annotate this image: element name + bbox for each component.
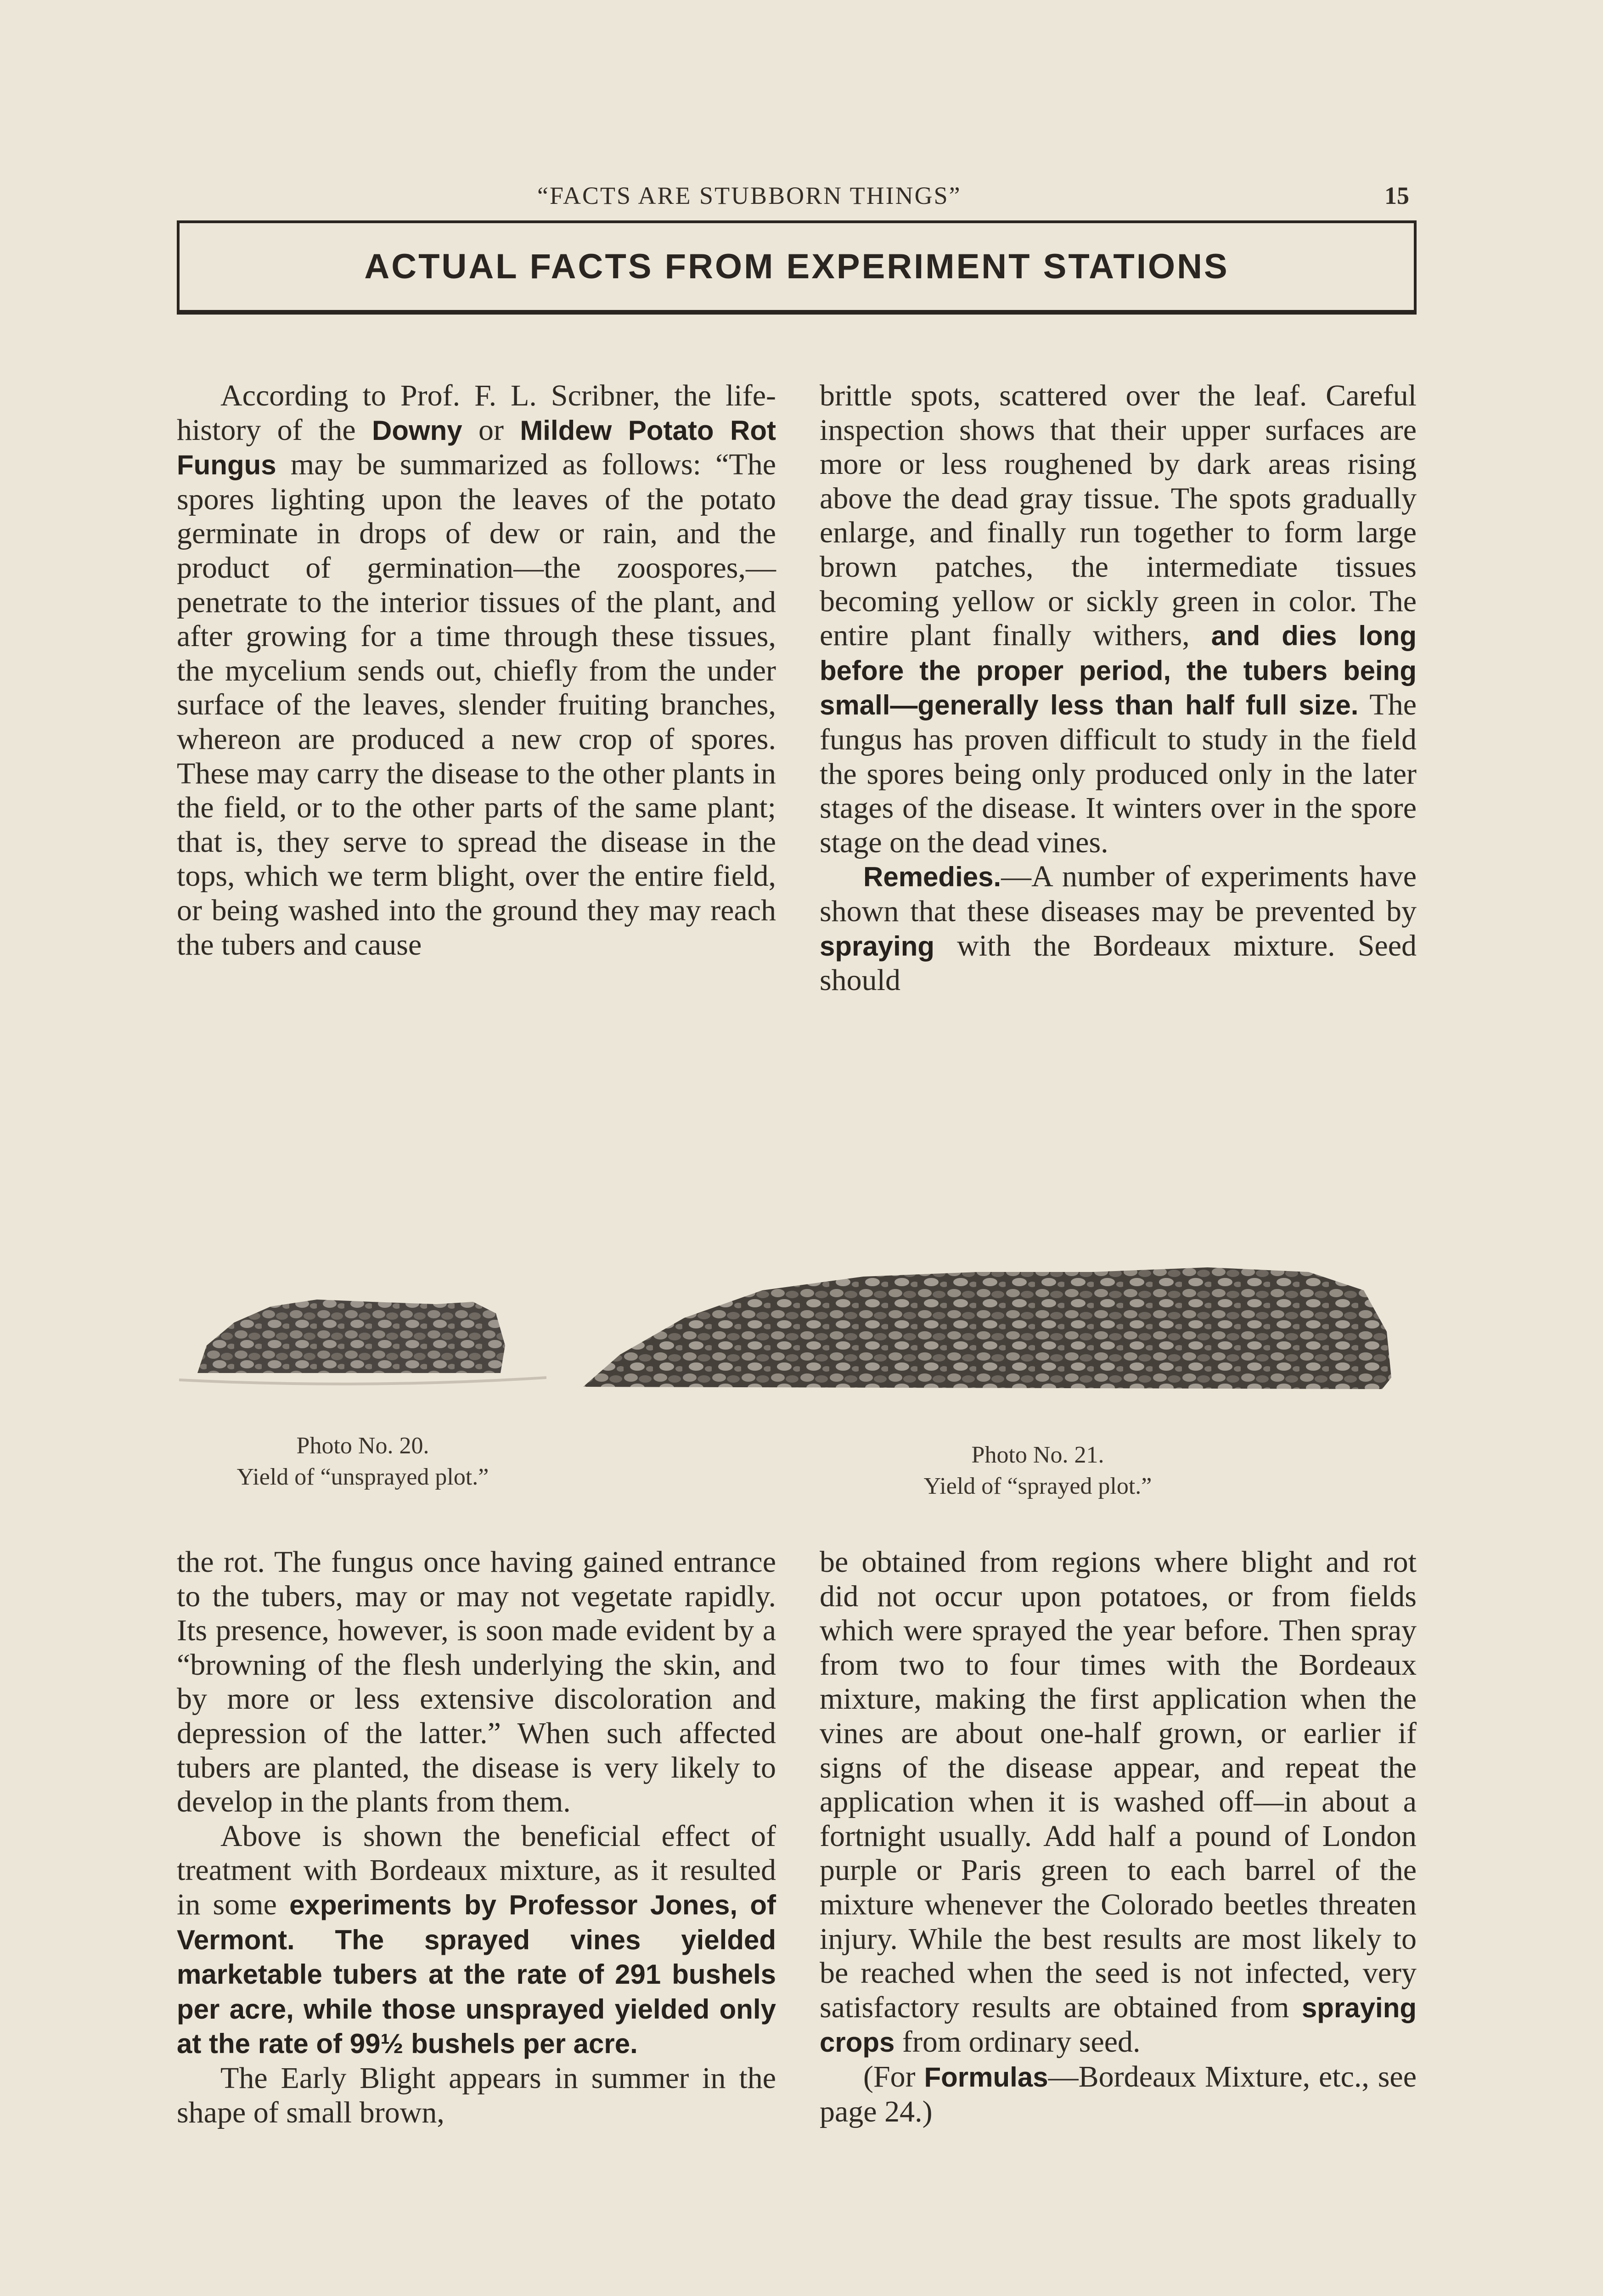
bold-text: spraying crops [820,1992,1417,2058]
paragraph: the rot. The fungus once having gained entrance to the tubers, may or may not vegetate rapidly. Its presence, however, is soon made evident by a “browning of the flesh underlying the skin, and by more or less extensive discoloration and depression of the latter.” When such affected tubers are planted, the disease is very likely to develop in the plants from them. [177,1545,776,1819]
paragraph: The Early Blight appears in summer in the shape of small brown, [177,2061,776,2129]
text: —Bordeaux Mixture, etc., see page 24.) [820,2060,1417,2128]
text: According to Prof. F. L. Scribner, the life-history of the [177,379,776,447]
bold-text: Formulas [924,2061,1048,2093]
title-box [177,220,1417,315]
photo-sprayed-potato-pile [565,1203,1405,1391]
text: from ordinary seed. [894,2025,1141,2059]
paragraph [177,1819,776,2061]
caption-text: Yield of “unsprayed plot.” [236,1464,489,1490]
text: may be summarized as follows: “The spores lighting upon the leaves of the potato germinate in drops of dew or rain, and the product of germination—the zoospores,—penetrate to the interior tissues of the plant, and after growing for a time through these tissues, the mycelium sends out, chiefly from the under surface of the leaves, slender fruiting branches, whereon are produced a new crop of spores. These may carry the disease to the other plants in the field, or to the other parts of the same plant; that is, they serve to spread the disease in the tops, which we term blight, over the entire field, or being washed into the ground they may reach the tubers and cause [177,448,776,962]
caption-text: Yield of “sprayed plot.” [923,1473,1152,1499]
bottom-right-column [820,1545,1417,2129]
paragraph [820,379,1417,860]
text: brittle spots, scattered over the leaf. Careful inspection shows that their upper surfaces are more or less roughened by dark areas rising above the dead gray tissue. The spots gradually enlarge, and finally run together to form large brown patches, the intermediate tissues becoming yellow or sickly green in color. The entire plant finally withers, [820,379,1417,653]
paragraph [177,379,776,962]
page-number: 15 [1384,182,1409,209]
bottom-left-column [177,1545,776,2130]
text: —A number of experiments have shown that these diseases may be prevented by [820,860,1417,928]
paragraph [820,2060,1417,2129]
text: (For [863,2060,924,2093]
bold-text: spraying [820,930,935,962]
text: The fungus has proven difficult to study in the field the spores being only produced only in the later stages of the disease. It winters over in the spore stage on the dead vines. [820,688,1417,859]
top-left-column [177,379,776,962]
paragraph [820,860,1417,997]
text: with the Bordeaux mixture. Seed should [820,929,1417,997]
top-right-column [820,379,1417,998]
photo-number: Photo No. 20. [296,1433,429,1459]
page-title: ACTUAL FACTS FROM EXPERIMENT STATIONS [364,247,1229,286]
text: be obtained from regions where blight and rot did not occur upon potatoes, or from fields which were sprayed the year before. Then spray from two to four times with the Bordeaux mixture, making the first application when the vines are about one-half grown, or earlier if signs of the disease appear, and repeat the application when it is washed off—in about a fortnight usually. Add half a pound of London purple or Paris green to each barrel of the mixture whenever the Colorado beetles threaten injury. While the best results are most likely to be reached when the seed is not infected, very satisfactory results are obtained from [820,1545,1417,2024]
bold-text: experiments by Professor Jones, of Vermont. The sprayed vines yielded marketable tubers at the rate of 291 bushels per acre, while those unsprayed yielded only at the rate of 99½ bushels per acre. [177,1889,776,2060]
photo-21-caption [817,1440,1258,1502]
photo-20-caption [179,1430,546,1493]
bold-text: Remedies. [863,861,1001,893]
paragraph [820,1545,1417,2060]
photo-number: Photo No. 21. [971,1442,1104,1468]
bold-text: and dies long before the proper period, the tubers being small—generally less than half full size. [820,620,1417,721]
text: or [462,413,520,447]
bold-text: Downy [371,415,462,446]
bold-text: Mildew Potato Rot Fungus [177,415,776,481]
text: Above is shown the beneficial effect of treatment with Bordeaux mixture, as it resulted in some [177,1819,776,1921]
photo-unsprayed-potato-pile [179,1208,546,1391]
running-head: “FACTS ARE STUBBORN THINGS” [537,182,962,209]
